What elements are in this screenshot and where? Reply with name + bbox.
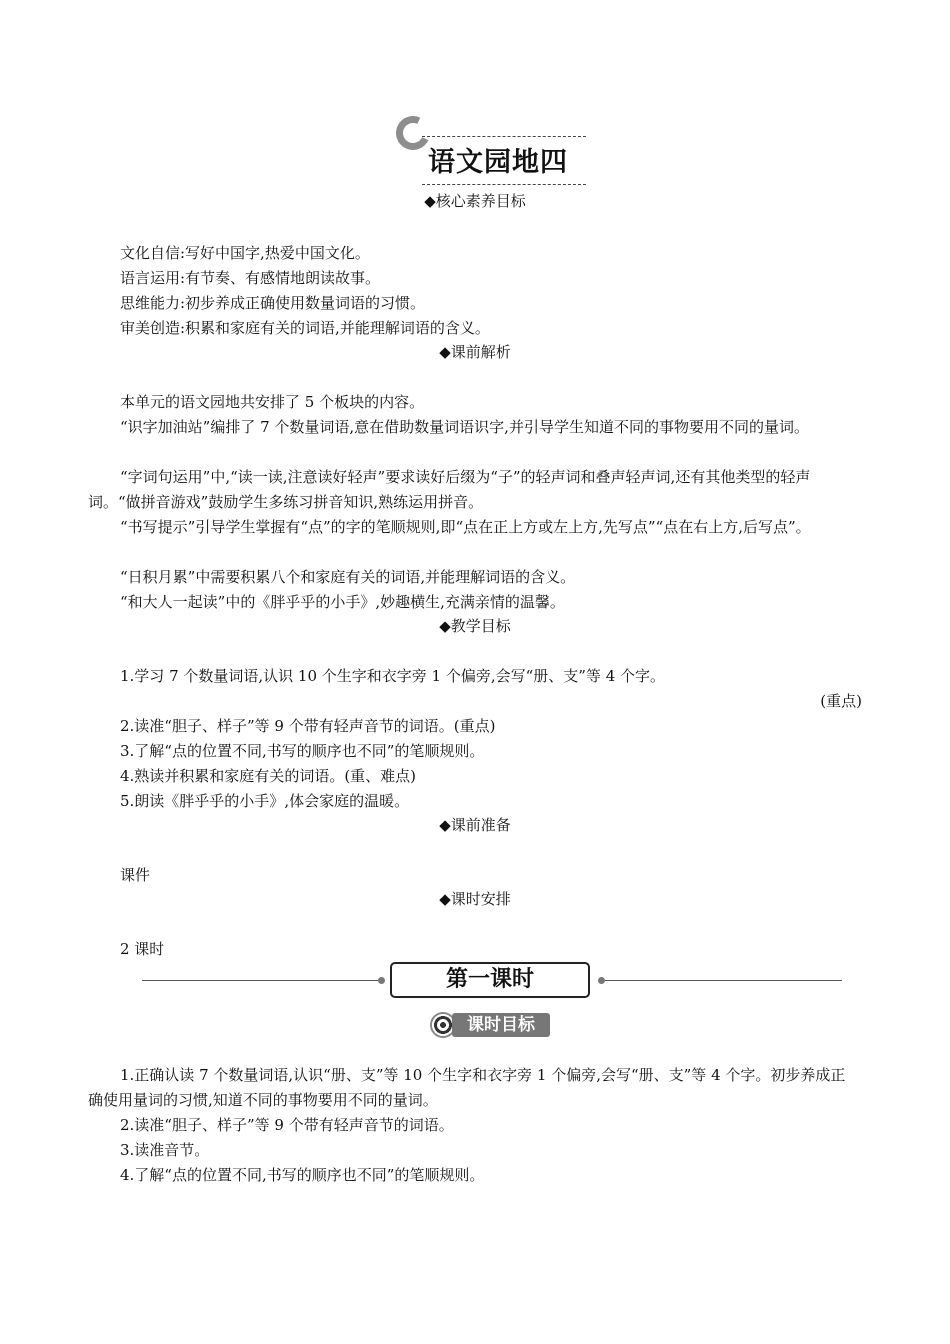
analysis-paragraph: “和大人一起读”中的《胖乎乎的小手》,妙趣横生,充满亲情的温馨。 xyxy=(120,593,565,611)
lesson-divider xyxy=(142,962,842,1002)
analysis-paragraph: “日积月累”中需要积累八个和家庭有关的词语,并能理解词语的含义。 xyxy=(120,568,576,586)
teaching-goal: 4.熟读并积累和家庭有关的词语。(重、难点) xyxy=(120,767,417,785)
divider-line-right xyxy=(605,980,842,981)
analysis-paragraph: “字词句运用”中,“读一读,注意读好轻声”要求读好后缀为“子”的轻声词和叠声轻声词,还有其他类型的轻声词。“做拼音游戏”鼓励学生多练习拼音知识,熟练运用拼音。 xyxy=(88,468,811,511)
lesson-title: 第一课时 xyxy=(390,962,590,998)
teaching-goal-tag: (重点) xyxy=(820,692,862,710)
core-goal: 文化自信:写好中国字,热爱中国文化。 xyxy=(120,244,370,262)
section-title-block xyxy=(394,112,594,192)
heading-core-goals: ◆核心素养目标 xyxy=(424,192,526,210)
prep-text: 课件 xyxy=(120,866,151,884)
title-top-rule xyxy=(422,136,586,137)
lesson-goal: 3.读准音节。 xyxy=(120,1141,210,1159)
page-title: 语文园地四 xyxy=(428,147,568,178)
divider-dot-right xyxy=(598,977,605,984)
heading-schedule: ◆课时安排 xyxy=(439,890,511,908)
core-goal: 审美创造:积累和家庭有关的词语,并能理解词语的含义。 xyxy=(120,319,490,337)
lesson-goal: 1.正确认读 7 个数量词语,认识“册、支”等 10 个生字和衣字旁 1 个偏旁,会写“册、支”等 4 个字。初步养成正确使用量词的习惯,知道不同的事物要用不同的量词。 xyxy=(88,1066,846,1109)
analysis-paragraph: 本单元的语文园地共安排了 5 个板块的内容。 xyxy=(120,393,425,411)
analysis-paragraph: “书写提示”引导学生掌握有“点”的字的笔顺规则,即“点在正上方或左上方,先写点”“点在右上方,后写点”。 xyxy=(120,518,811,536)
teaching-goal: 3.了解“点的位置不同,书写的顺序也不同”的笔顺规则。 xyxy=(120,742,485,760)
lesson-goal: 4.了解“点的位置不同,书写的顺序也不同”的笔顺规则。 xyxy=(120,1166,485,1184)
teaching-goal: 5.朗读《胖乎乎的小手》,体会家庭的温暖。 xyxy=(120,792,410,810)
heading-analysis: ◆课前解析 xyxy=(439,343,511,361)
lesson-goals-badge-label: 课时目标 xyxy=(452,1013,550,1037)
heading-teaching-goals: ◆教学目标 xyxy=(439,617,511,635)
divider-dot-left xyxy=(378,977,385,984)
teaching-goal: 1.学习 7 个数量词语,认识 10 个生字和衣字旁 1 个偏旁,会写“册、支”等 4 个字。 xyxy=(120,667,666,685)
lesson-goal: 2.读准“胆子、样子”等 9 个带有轻声音节的词语。 xyxy=(120,1116,454,1134)
title-bottom-rule xyxy=(422,184,586,185)
schedule-text: 2 课时 xyxy=(120,940,165,958)
core-goal: 思维能力:初步养成正确使用数量词语的习惯。 xyxy=(120,294,426,312)
divider-line-left xyxy=(142,980,378,981)
analysis-paragraph: “识字加油站”编排了 7 个数量词语,意在借助数量词语识字,并引导学生知道不同的事物要用不同的量词。 xyxy=(120,418,809,436)
core-goal: 语言运用:有节奏、有感情地朗读故事。 xyxy=(120,269,381,287)
teaching-goal: 2.读准“胆子、样子”等 9 个带有轻声音节的词语。(重点) xyxy=(120,717,496,735)
heading-prep: ◆课前准备 xyxy=(439,816,511,834)
